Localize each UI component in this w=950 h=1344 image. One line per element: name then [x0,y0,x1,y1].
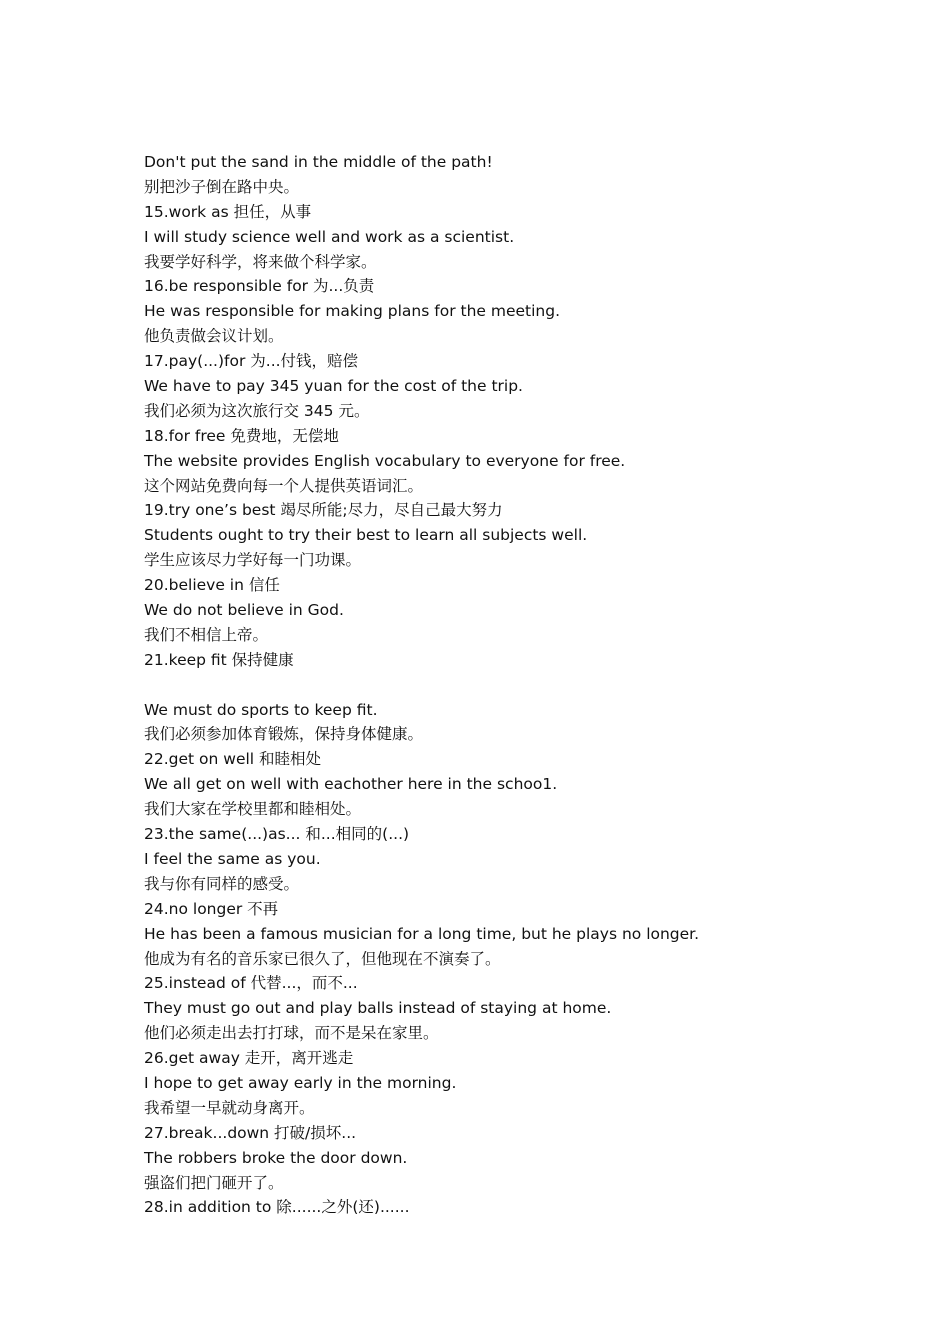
text-line: Don't put the sand in the middle of the path! [144,153,493,171]
text-line: 19.try one’s best 竭尽所能;尽力，尽自己最大努力 [144,501,503,520]
text-line: 25.instead of 代替...，而不... [144,974,358,993]
text-line: 16.be responsible for 为...负责 [144,277,375,296]
text-line: 24.no longer 不再 [144,899,279,918]
text-line: I hope to get away early in the morning. [144,1073,457,1092]
text-line: 23.the same(...)as... 和...相同的(...) [144,825,410,844]
text-line: 20.believe in 信任 [144,576,280,595]
text-line: He has been a famous musician for a long time, but he plays no longer. [144,924,700,943]
text-line: 他成为有名的音乐家已很久了，但他现在不演奏了。 [144,949,501,968]
text-line: We must do sports to keep fit. [144,700,378,719]
text-line: 17.pay(...)for 为...付钱，赔偿 [144,352,359,371]
text-line: 强盗们把门砸开了。 [144,1173,284,1192]
text-line: 28.in addition to 除......之外(还)...... [144,1198,410,1217]
text-line: 27.break...down 打破/损坏... [144,1123,357,1142]
text-line: 我们大家在学校里都和睦相处。 [144,800,362,819]
text-line: 他们必须走出去打打球，而不是呆在家里。 [144,1024,439,1043]
text-line: The website provides English vocabulary to everyone for free. [144,451,626,470]
document-body [144,150,904,1220]
text-line: 这个网站免费向每一个人提供英语词汇。 [144,476,424,495]
text-line: Students ought to try their best to learn all subjects well. [144,526,588,545]
text-line: 18.for free 免费地，无偿地 [144,426,339,445]
text-line: 我们不相信上帝。 [144,625,269,644]
text-line: 学生应该尽力学好每一门功课。 [144,551,362,570]
text-line: We all get on well with eachother here in the schoo1. [144,775,558,794]
text-line: He was responsible for making plans for the meeting. [144,302,561,321]
text-line: 26.get away 走开，离开逃走 [144,1049,354,1068]
text-line: 别把沙子倒在路中央。 [144,177,300,196]
text-line: 我与你有同样的感受。 [144,874,300,893]
text-line: 我们必须参加体育锻炼，保持身体健康。 [144,725,424,744]
text-line: We do not believe in God. [144,601,344,620]
text-line: The robbers broke the door down. [144,1148,408,1167]
text-line: 22.get on well 和睦相处 [144,750,322,769]
text-line: They must go out and play balls instead of staying at home. [144,999,612,1018]
text-line: 他负责做会议计划。 [144,327,284,346]
text-line: I will study science well and work as a scientist. [144,227,515,246]
blank-line [144,673,904,698]
text-line: 21.keep fit 保持健康 [144,650,294,669]
text-line: I feel the same as you. [144,849,321,868]
text-line: 我要学好科学，将来做个科学家。 [144,252,377,271]
text-line: 我希望一早就动身离开。 [144,1098,315,1117]
text-line: 15.work as 担任，从事 [144,202,312,221]
text-line: 我们必须为这次旅行交 345 元。 [144,401,370,420]
text-line: We have to pay 345 yuan for the cost of the trip. [144,377,523,396]
